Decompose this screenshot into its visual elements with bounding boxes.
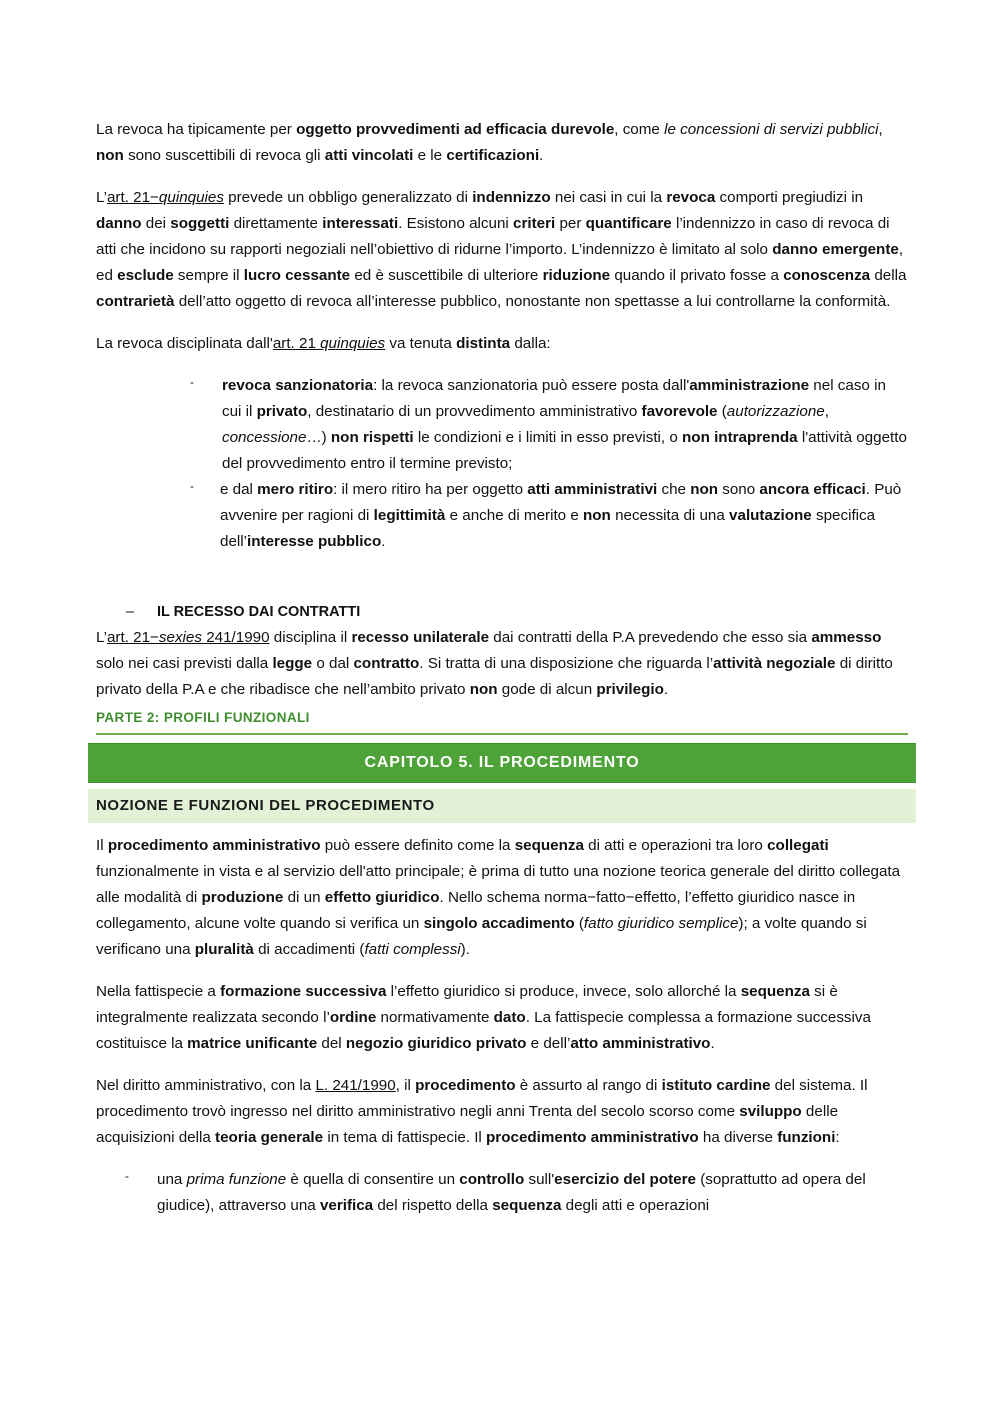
text: una [157, 1171, 187, 1188]
section-heading: NOZIONE E FUNZIONI DEL PROCEDIMENTO [88, 789, 916, 823]
paragraph-indennizzo [96, 185, 908, 315]
text: dell’atto oggetto di revoca all’interesse pubblico, nonostante non spettasse a lui controllarne la conformità. [174, 293, 891, 310]
bold-text: revoca [666, 189, 716, 206]
text: che [657, 481, 691, 498]
bold-text: contrarietà [96, 293, 175, 310]
list-item [96, 477, 908, 555]
text: quando il privato fosse a [610, 267, 784, 284]
text: . La fattispecie complessa a formazione successiva costituisce la [96, 1009, 871, 1052]
text: ). [460, 941, 470, 958]
dash-bullet-icon: - [190, 479, 194, 493]
text: L’ [96, 629, 107, 646]
bold-text: sequenza [740, 983, 810, 1000]
text: , [878, 121, 883, 138]
list-item [96, 373, 908, 477]
text: . Nello schema norma−fatto−effetto, l’effetto giuridico nasce in collegamento, alcune volte quando si verifica un [96, 889, 856, 932]
bold-text: teoria generale [215, 1129, 324, 1146]
paragraph-revoca-distinta [96, 331, 908, 357]
article-reference-link[interactable] [273, 335, 385, 352]
text: l’effetto giuridico si produce, invece, solo allorché la [386, 983, 741, 1000]
bold-text: lucro cessante [243, 267, 351, 284]
italic-text: sexies [158, 629, 202, 646]
bold-text: procedimento amministrativo [486, 1129, 699, 1146]
bold-text: revoca sanzionatoria [222, 377, 374, 394]
bold-text: funzioni [777, 1129, 836, 1146]
bold-text: soggetti [170, 215, 230, 232]
bold-text: amministrazione [689, 377, 810, 394]
text: e dal [220, 481, 258, 498]
text: di un [283, 889, 325, 906]
italic-text: fatti complessi [364, 941, 461, 958]
text: , [824, 403, 829, 420]
law-reference-link[interactable]: L. 241/1990 [315, 1077, 396, 1094]
text: : [835, 1129, 840, 1146]
text: ( [574, 915, 584, 932]
bold-text: quantificare [585, 215, 672, 232]
bold-text: pluralità [194, 941, 254, 958]
dash-bullet-icon: - [190, 375, 194, 389]
italic-text: prima funzione [186, 1171, 287, 1188]
text: ); a volte quando si verificano una [96, 915, 867, 958]
text: …) [306, 429, 331, 446]
text: per [555, 215, 586, 232]
text: di accadimenti ( [253, 941, 365, 958]
text: : la revoca sanzionatoria può essere posta dall' [373, 377, 690, 394]
text: (soprattutto ad opera del giudice), attraverso una [157, 1171, 866, 1214]
bold-text: certificazioni [446, 147, 540, 164]
text: si è integralmente realizzata secondo l’ [96, 983, 838, 1026]
text: La revoca ha tipicamente per [96, 121, 297, 138]
text: di diritto privato della P.A e che ribadisce che nell’ambito privato [96, 655, 893, 698]
bold-text: atti vincolati [324, 147, 414, 164]
bold-text: procedimento [415, 1077, 516, 1094]
dash-bullet-icon: – [126, 604, 135, 620]
bold-text: effetto giuridico [324, 889, 440, 906]
bold-text: formazione successiva [220, 983, 387, 1000]
text: comporti pregiudizi in [715, 189, 864, 206]
bold-text: ordine [329, 1009, 377, 1026]
bold-text: criteri [513, 215, 556, 232]
document-page [96, 117, 908, 1219]
bullet-list-funzioni [96, 1167, 908, 1219]
text: . Può avvenire per ragioni di [220, 481, 902, 524]
text: del sistema. Il procedimento trovò ingresso nel diritto amministrativo negli anni Trenta del secolo scorso come [96, 1077, 868, 1120]
text: Il [96, 837, 108, 854]
text: del [317, 1035, 346, 1052]
text: va tenuta [385, 335, 457, 352]
text: disciplina il [269, 629, 352, 646]
bullet-list-revoca [96, 373, 908, 555]
text: della [870, 267, 907, 284]
bold-text: indennizzo [472, 189, 551, 206]
bold-text: contratto [353, 655, 420, 672]
text: specifica dell’ [220, 507, 876, 550]
text: in tema di fattispecie. Il [323, 1129, 487, 1146]
text: di atti e operazioni tra loro [583, 837, 768, 854]
text: delle acquisizioni della [96, 1103, 839, 1146]
bold-text: privato [256, 403, 308, 420]
part-heading: PARTE 2: PROFILI FUNZIONALI [96, 707, 908, 735]
bold-text: dato [493, 1009, 526, 1026]
text: sull' [524, 1171, 555, 1188]
text: , il [395, 1077, 416, 1094]
text: e dell’ [526, 1035, 571, 1052]
text: degli atti e operazioni [561, 1197, 710, 1214]
text: necessita di una [610, 507, 730, 524]
text: prevede un obbligo generalizzato di [223, 189, 473, 206]
list-item [96, 1167, 908, 1219]
text: La revoca disciplinata dall' [96, 335, 273, 352]
text: dalla: [510, 335, 551, 352]
text: del rispetto della [373, 1197, 493, 1214]
bold-text: produzione [201, 889, 284, 906]
bold-text: non intraprenda [682, 429, 798, 446]
bold-text: controllo [459, 1171, 525, 1188]
bold-text: atto amministrativo [570, 1035, 711, 1052]
text: . Si tratta di una disposizione che riguarda l’ [419, 655, 714, 672]
text: sono suscettibili di revoca gli [123, 147, 325, 164]
bold-text: non [583, 507, 611, 524]
bold-text: mero ritiro [257, 481, 334, 498]
bold-text: distinta [456, 335, 511, 352]
bold-text: legge [272, 655, 313, 672]
bold-text: ancora efficaci [759, 481, 866, 498]
bold-text: esclude [117, 267, 174, 284]
paragraph-recesso [96, 625, 908, 703]
italic-text: quinquies [320, 335, 386, 352]
text: . [663, 681, 669, 698]
bold-text: sequenza [514, 837, 584, 854]
text: le condizioni e i limiti in esso previsti, o [413, 429, 683, 446]
text: ha diverse [698, 1129, 778, 1146]
text: normativamente [376, 1009, 494, 1026]
text: art. 21− [106, 629, 159, 646]
bold-text: privilegio [596, 681, 664, 698]
bold-text: collegati [767, 837, 829, 854]
bold-text: atti amministrativi [527, 481, 658, 498]
bold-text: attività negoziale [713, 655, 836, 672]
text: . [381, 533, 386, 550]
text: direttamente [229, 215, 323, 232]
bold-text: danno [96, 215, 142, 232]
text: o dal [312, 655, 354, 672]
bold-text: non [96, 147, 124, 164]
text: è assurto al rango di [515, 1077, 662, 1094]
paragraph-revoca-oggetto [96, 117, 908, 169]
text: dei [141, 215, 171, 232]
text: , destinatario di un provvedimento amministrativo [307, 403, 642, 420]
chapter-heading: CAPITOLO 5. IL PROCEDIMENTO [88, 743, 916, 783]
bold-text: danno emergente [772, 241, 899, 258]
text: , ed [96, 241, 904, 284]
bold-text: interessati [322, 215, 399, 232]
bold-text: sviluppo [739, 1103, 802, 1120]
bold-text: verifica [319, 1197, 374, 1214]
bold-text: non [469, 681, 498, 698]
text: : il mero ritiro ha per oggetto [333, 481, 528, 498]
bold-text: non [690, 481, 719, 498]
text: . [710, 1035, 715, 1052]
bold-text: procedimento amministrativo [107, 837, 321, 854]
text: art. 21 [272, 335, 321, 352]
text: è quella di consentire un [286, 1171, 460, 1188]
bold-text: oggetto provvedimenti ad efficacia durevole [296, 121, 615, 138]
bold-text: non rispetti [330, 429, 414, 446]
italic-text: quinquies [158, 189, 224, 206]
bold-text: istituto cardine [661, 1077, 771, 1094]
bold-text: matrice unificante [187, 1035, 318, 1052]
bold-text: riduzione [542, 267, 611, 284]
dash-bullet-icon: - [125, 1169, 129, 1183]
paragraph-formazione-successiva [96, 979, 908, 1057]
text: ( [717, 403, 727, 420]
bold-text: valutazione [729, 507, 812, 524]
italic-text: fatto giuridico semplice [583, 915, 739, 932]
bold-text: negozio giuridico privato [345, 1035, 527, 1052]
text: L’ [96, 189, 107, 206]
text: art. 21− [106, 189, 159, 206]
text: l’indennizzo in caso di revoca di atti che incidono su rapporti negoziali nell’obiettivo di ridurne l’importo. L’indennizzo è limitato al solo [96, 215, 890, 258]
bold-text: legittimità [373, 507, 446, 524]
italic-text: autorizzazione [726, 403, 825, 420]
text: l'attività oggetto del provvedimento entro il termine previsto; [222, 429, 907, 472]
bold-text: recesso unilaterale [351, 629, 490, 646]
text: ed è suscettibile di ulteriore [350, 267, 543, 284]
text: e anche di merito e [445, 507, 583, 524]
text: , come [614, 121, 665, 138]
subheading-recesso [96, 599, 908, 625]
text: Nel diritto amministrativo, con la [96, 1077, 316, 1094]
text: . Esistono alcuni [398, 215, 514, 232]
text: 241/1990 [201, 629, 270, 646]
subheading-text: IL RECESSO DAI CONTRATTI [157, 604, 361, 620]
italic-text: concessione [222, 429, 307, 446]
text: funzionalmente in vista e al servizio dell'atto principale; è prima di tutto una nozione teorica generale del diritto collegata alle modalità di [96, 863, 901, 906]
paragraph-diritto-amministrativo [96, 1073, 908, 1151]
text: può essere definito come la [320, 837, 515, 854]
bold-text: favorevole [641, 403, 718, 420]
text: dai contratti della P.A prevedendo che esso sia [489, 629, 812, 646]
bold-text: ammesso [811, 629, 882, 646]
italic-text: le concessioni di servizi pubblici [664, 121, 879, 138]
text: solo nei casi previsti dalla [96, 655, 273, 672]
bold-text: singolo accadimento [423, 915, 575, 932]
paragraph-procedimento-definizione [96, 833, 908, 963]
bold-text: sequenza [492, 1197, 562, 1214]
text: nel caso in cui il [222, 377, 886, 420]
article-reference-link[interactable] [107, 629, 270, 646]
text: Nella fattispecie a [96, 983, 221, 1000]
bold-text: interesse pubblico [247, 533, 382, 550]
bold-text: conoscenza [783, 267, 871, 284]
text: nei casi in cui la [550, 189, 667, 206]
bold-text: esercizio del potere [554, 1171, 696, 1188]
text: sempre il [173, 267, 244, 284]
text: e le [413, 147, 447, 164]
article-reference-link[interactable] [107, 189, 224, 206]
text: . [539, 147, 544, 164]
text: sono [718, 481, 760, 498]
text: gode di alcun [497, 681, 597, 698]
